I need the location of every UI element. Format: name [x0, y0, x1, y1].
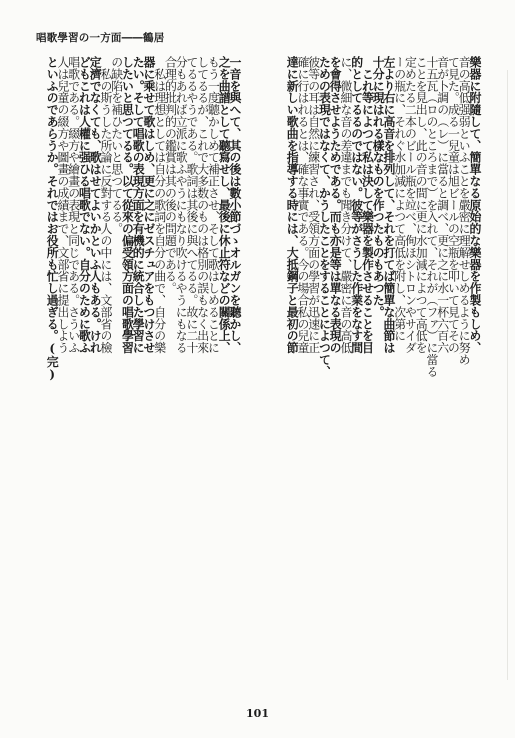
text-line: 定めたる二本のビール瓶を竝べ、侚ほシトロンやサイダ [403, 56, 418, 354]
text-line: 一音を與へて、其の後は數小節づゝオルガンを聽かし、 [228, 56, 242, 354]
text-line: 樂器に附隨して、簡單なる原始的な樂器を作製もしめ、 [468, 56, 482, 354]
text-line: に、微細な音の差違までも聞き分けて、嚴密に音の高低 [339, 56, 353, 354]
text-line: 彼等の耳は自然に練習され、受領方面の學習が迅速に正 [306, 56, 321, 354]
text-line: 音の高低强弱といふことを嚴密に理解せしめるように努め [457, 56, 472, 366]
page-edge-shadow [507, 70, 508, 680]
text-line: 左より右に高音を排列して、それを打てば簡單な曲節は [382, 56, 396, 354]
text-line: てるるやうである。歌詞は其後に與へてるる。故に二十 [185, 56, 199, 354]
text-line: 唱歌である。綴方や繪畫の表現と同じである。さういふ [66, 56, 81, 354]
text-line: ための表現ではなくて、かうしたことをすることによつて、 [317, 56, 332, 378]
text-line: したいと思つてるる。以て從來の偏受領方面の唱歌學習 [120, 56, 135, 354]
text-line: 音が卜調の（レ）に當ると調べ、更に之に水一杯六百六 [435, 56, 450, 354]
page-number: 101 [246, 707, 269, 720]
text-line: 私の斯うした所論に反對する人の中には、文部省の檢 [99, 56, 113, 354]
text-line: て見た。成る一兒童は旭ビールの空瓶を叩いて見てその [446, 56, 461, 354]
text-line: 確に行はれるとは、確な事實である。今の場合私の兒童 [296, 56, 310, 354]
text-line: してるるが、これで大多数のものは格別の誤もなく出來 [195, 56, 210, 354]
text-line: を會得させようためである。而も亦是等は單なる表現の [328, 56, 343, 354]
text-line: 的としてるるのではない。彼等がさうした作業をなす間 [349, 56, 364, 354]
text-line: 器に乘せて歌はしめ、更に之にゼスチュアをもつけさせ [142, 56, 156, 354]
text-line: たい。そして唱歌の表現方面を有機的に統合した學習に [131, 56, 146, 354]
text-line: もう一度聽かしめて補正させ、そして歌はしめることに [206, 56, 221, 354]
text-line: 合理的批判的の鑑賞は其の後の問題である。 [163, 56, 178, 294]
text-line: 私は理想としては自分の歌詞を自分の曲で、自分の樂 [152, 56, 167, 354]
text-line: 十分に現はれる樣なものを作つたものもあつた。 [371, 56, 386, 318]
text-line: といふのであらうか。それではお役所も忙し過ぎる。(完) [45, 56, 60, 382]
text-line: ことを見出し、此の音の間に更に水加減によつて高低を [414, 56, 429, 354]
text-line: 達に新しい歌曲を指導する時には、大抵鋼子と最初の節 [285, 56, 300, 354]
text-line: どもこれは人權に强ひる唱歌でない。自分のために歌ふ [77, 56, 92, 354]
text-line: の缺陷を補ひたいと思つてるる。 [109, 56, 124, 235]
text-line: 分もあれば立派に歌ふやうにもなり吹けるやうにもなる [174, 56, 189, 354]
text-line: これ等によつて私は決して樂器を製作させることを目 [360, 56, 375, 354]
text-line: 之を曲譜として聽寫せし、最後に休止符などの關係上、 [217, 56, 232, 354]
text-line: ーの瓶に、それぐ水加減によつて高低を附し、次第に [392, 56, 407, 342]
text-line: 十五瓦（ロのところまで）を入れて、それが（ファ）に當る [425, 56, 439, 378]
running-head: 唱歌學習の一方面――鶴居 [36, 32, 165, 44]
text-line: 人は兒童の綴方や圖畫の成績まで、文部省に提出しよう [56, 56, 70, 354]
text-line: 定濟でなくても、歌はせてよいかといふ人もある。けれ [88, 56, 103, 354]
